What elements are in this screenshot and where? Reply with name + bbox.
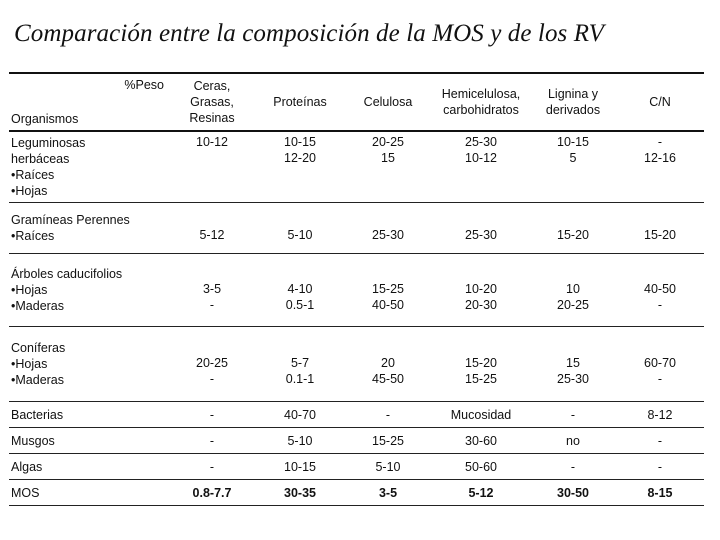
table-row xyxy=(9,428,704,454)
table-cell: 50-60 xyxy=(432,454,530,480)
table-row xyxy=(9,131,704,203)
header-organismos-label: Organismos xyxy=(11,112,79,126)
table-cell: - xyxy=(168,454,256,480)
header-ceras: Ceras, Grasas, Resinas xyxy=(168,73,256,131)
table-cell: - xyxy=(616,454,704,480)
table-cell: 25-30 xyxy=(432,203,530,254)
organism-arboles: Árboles caducifolios •Hojas •Maderas xyxy=(9,254,168,327)
table-header-row xyxy=(9,73,704,131)
organism-mos: MOS xyxy=(9,480,168,506)
composition-table xyxy=(9,72,704,506)
table-cell: 15-20 15-25 xyxy=(432,327,530,402)
table-cell: 30-60 xyxy=(432,428,530,454)
table-cell: 5-12 xyxy=(168,203,256,254)
table-cell: 20-25 - xyxy=(168,327,256,402)
organism-gramineas: Gramíneas Perennes •Raíces xyxy=(9,203,168,254)
table-cell: - 12-16 xyxy=(616,131,704,203)
table-cell: 5-12 xyxy=(432,480,530,506)
organism-coniferas: Coníferas •Hojas •Maderas xyxy=(9,327,168,402)
header-proteinas: Proteínas xyxy=(256,73,344,131)
table-cell: 40-50 - xyxy=(616,254,704,327)
table-cell: 10 20-25 xyxy=(530,254,616,327)
table-row xyxy=(9,254,704,327)
table-cell: 0.8-7.7 xyxy=(168,480,256,506)
table-cell: 30-50 xyxy=(530,480,616,506)
table-cell: 15-20 xyxy=(530,203,616,254)
table-cell: 10-15 5 xyxy=(530,131,616,203)
table-cell: 3-5 - xyxy=(168,254,256,327)
table-row xyxy=(9,327,704,402)
table-cell: - xyxy=(530,454,616,480)
table-cell: 25-30 xyxy=(344,203,432,254)
table-cell: 10-15 xyxy=(256,454,344,480)
table-cell: 5-10 xyxy=(256,428,344,454)
table-cell: 15-20 xyxy=(616,203,704,254)
table-cell: 15-25 xyxy=(344,428,432,454)
table-cell: 20 45-50 xyxy=(344,327,432,402)
table-cell: 10-12 xyxy=(168,131,256,203)
header-hemicelulosa: Hemicelulosa, carbohidratos xyxy=(432,73,530,131)
organism-leguminosas: Leguminosas herbáceas •Raíces •Hojas xyxy=(9,131,168,203)
table-cell: 4-10 0.5-1 xyxy=(256,254,344,327)
header-celulosa: Celulosa xyxy=(344,73,432,131)
organism-musgos: Musgos xyxy=(9,428,168,454)
table-cell: no xyxy=(530,428,616,454)
table-row xyxy=(9,402,704,428)
table-cell: 8-12 xyxy=(616,402,704,428)
table-cell: Mucosidad xyxy=(432,402,530,428)
page-title: Comparación entre la composición de la MOS y de los RV xyxy=(14,20,605,47)
table-cell: - xyxy=(530,402,616,428)
header-corner-cell xyxy=(9,73,168,131)
header-lignina: Lignina y derivados xyxy=(530,73,616,131)
table-cell: - xyxy=(344,402,432,428)
table-cell: 40-70 xyxy=(256,402,344,428)
header-cn: C/N xyxy=(616,73,704,131)
table-cell: 10-20 20-30 xyxy=(432,254,530,327)
header-peso-label: %Peso xyxy=(124,78,164,92)
table-cell: - xyxy=(616,428,704,454)
table-cell: 5-7 0.1-1 xyxy=(256,327,344,402)
organism-bacterias: Bacterias xyxy=(9,402,168,428)
table-cell: 15-25 40-50 xyxy=(344,254,432,327)
table-cell: 5-10 xyxy=(256,203,344,254)
organism-algas: Algas xyxy=(9,454,168,480)
table-cell: 10-15 12-20 xyxy=(256,131,344,203)
table-cell: 8-15 xyxy=(616,480,704,506)
table-row xyxy=(9,203,704,254)
table-cell: - xyxy=(168,428,256,454)
table-cell: 20-25 15 xyxy=(344,131,432,203)
table-cell: - xyxy=(168,402,256,428)
table-row-mos xyxy=(9,480,704,506)
table-cell: 60-70 - xyxy=(616,327,704,402)
table-cell: 30-35 xyxy=(256,480,344,506)
table-cell: 5-10 xyxy=(344,454,432,480)
table-cell: 3-5 xyxy=(344,480,432,506)
table-cell: 15 25-30 xyxy=(530,327,616,402)
table-row xyxy=(9,454,704,480)
table-cell: 25-30 10-12 xyxy=(432,131,530,203)
